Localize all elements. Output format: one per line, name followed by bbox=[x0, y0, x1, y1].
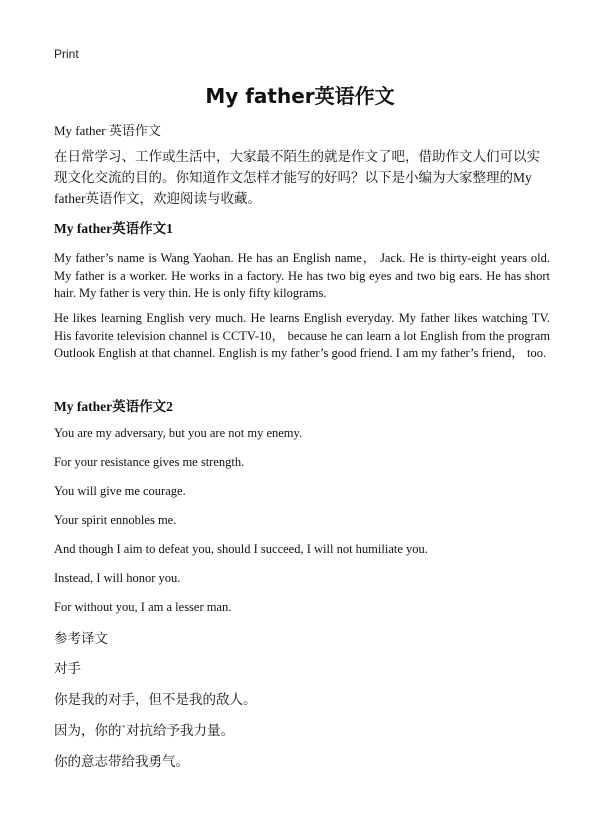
document-title: My father英语作文 bbox=[205, 84, 395, 108]
essay2-line: You are my adversary, but you are not my enemy. bbox=[54, 426, 303, 440]
translation-line: 你是我的对手，但不是我的敌人。 bbox=[54, 692, 257, 707]
translation-line: 因为，你的`对抗给予我力量。 bbox=[54, 723, 234, 738]
translation-heading: 参考译文 bbox=[54, 631, 108, 646]
essay2-line: You will give me courage. bbox=[54, 484, 186, 498]
essay1-paragraph-2: He likes learning English very much. He learns English everyday. My father likes watching TV. His favorite television channel is CCTV-10， because he can learn a lot English from the program Outlook English at that channel. English is my father’s good friend. I am my father’s friend， too. bbox=[54, 311, 550, 360]
section-heading-1: My father英语作文1 bbox=[54, 221, 173, 236]
essay2-line: For without you, I am a lesser man. bbox=[54, 600, 232, 614]
intro-paragraph: 在日常学习、工作或生活中，大家最不陌生的就是作文了吧，借助作文人们可以实现文化交流的目的。你知道作文怎样才能写的好吗？以下是小编为大家整理的My father英语作文，欢迎阅读与收藏。 bbox=[54, 149, 540, 206]
essay1-paragraph-1: My father’s name is Wang Yaohan. He has an English name， Jack. He is thirty-eight years old. My father is a worker. He works in a factory. He has two big eyes and two big ears. He has short hair. My father is very thin. He is only fifty kilograms. bbox=[54, 251, 550, 300]
print-label: Print bbox=[54, 47, 79, 61]
translation-line: 你的意志带给我勇气。 bbox=[54, 754, 189, 769]
document-subtitle: My father 英语作文 bbox=[54, 123, 161, 138]
essay2-line: And though I aim to defeat you, should I succeed, I will not humiliate you. bbox=[54, 542, 428, 556]
essay2-line: For your resistance gives me strength. bbox=[54, 455, 245, 469]
translation-subheading: 对手 bbox=[54, 661, 81, 676]
essay2-line: Your spirit ennobles me. bbox=[54, 513, 177, 527]
section-heading-2: My father英语作文2 bbox=[54, 399, 173, 414]
essay2-line: Instead, I will honor you. bbox=[54, 571, 181, 585]
